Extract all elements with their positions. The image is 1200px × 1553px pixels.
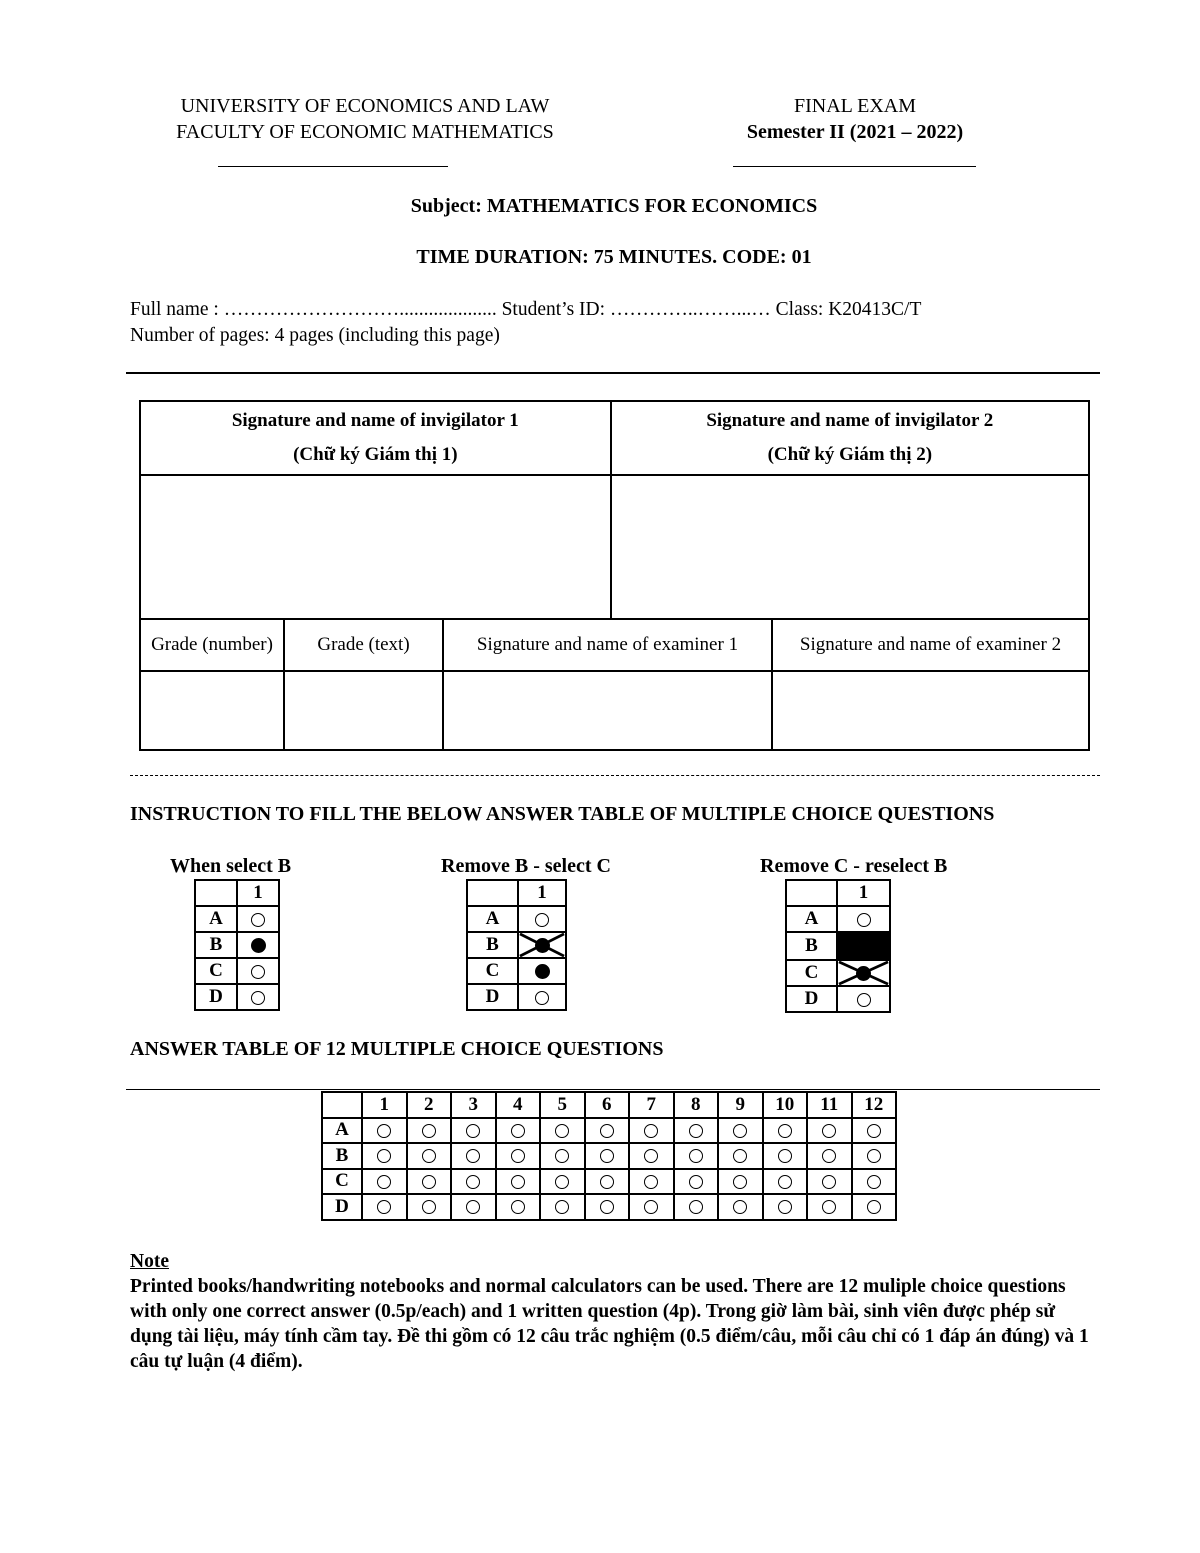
bubble-d[interactable] xyxy=(837,986,890,1012)
grade-text-header: Grade (text) xyxy=(284,619,443,671)
empty-bubble-icon xyxy=(251,965,265,979)
question-number: 4 xyxy=(496,1092,541,1118)
empty-bubble-icon xyxy=(778,1124,792,1138)
answer-bubble[interactable] xyxy=(629,1194,674,1220)
answer-bubble[interactable] xyxy=(629,1143,674,1169)
empty-bubble-icon xyxy=(600,1175,614,1189)
example2-title: Remove B - select C xyxy=(441,855,611,877)
col-label: 1 xyxy=(518,880,566,906)
empty-bubble-icon xyxy=(822,1124,836,1138)
answer-bubble[interactable] xyxy=(451,1118,496,1144)
university-name: UNIVERSITY OF ECONOMICS AND LAW xyxy=(180,95,550,117)
student-info-line: Full name : ……………………….................... Student’s ID: …………..……...… Class: K20413C/T xyxy=(130,299,922,320)
empty-bubble-icon xyxy=(600,1200,614,1214)
row-label: D xyxy=(467,984,518,1010)
answer-bubble[interactable] xyxy=(763,1169,808,1195)
bubble-a[interactable] xyxy=(518,906,566,932)
answer-bubble[interactable] xyxy=(407,1169,452,1195)
answer-bubble[interactable] xyxy=(451,1143,496,1169)
question-number: 8 xyxy=(674,1092,719,1118)
empty-bubble-icon xyxy=(857,913,871,927)
empty-bubble-icon xyxy=(867,1149,881,1163)
empty-bubble-icon xyxy=(689,1175,703,1189)
row-label: A xyxy=(786,906,837,932)
semester: Semester II (2021 – 2022) xyxy=(746,121,964,143)
subject: Subject: MATHEMATICS FOR ECONOMICS xyxy=(410,195,818,217)
signature-grade-table xyxy=(139,400,1090,751)
examiner1-header: Signature and name of examiner 1 xyxy=(443,619,772,671)
answer-bubble[interactable] xyxy=(852,1169,897,1195)
bubble-c[interactable] xyxy=(237,958,279,984)
empty-bubble-icon xyxy=(733,1124,747,1138)
answer-bubble[interactable] xyxy=(807,1169,852,1195)
answer-bubble[interactable] xyxy=(451,1194,496,1220)
invigilator2-label-vn: (Chữ ký Giám thị 2) xyxy=(767,444,933,465)
bubble-b[interactable] xyxy=(837,932,890,960)
question-number: 10 xyxy=(763,1092,808,1118)
empty-bubble-icon xyxy=(689,1149,703,1163)
empty-bubble-icon xyxy=(778,1175,792,1189)
answer-bubble[interactable] xyxy=(763,1143,808,1169)
answer-bubble[interactable] xyxy=(807,1194,852,1220)
answer-bubble[interactable] xyxy=(496,1169,541,1195)
empty-bubble-icon xyxy=(511,1149,525,1163)
empty-bubble-icon xyxy=(377,1124,391,1138)
answer-bubble[interactable] xyxy=(362,1143,407,1169)
choice-label: A xyxy=(322,1118,362,1144)
empty-bubble-icon xyxy=(778,1149,792,1163)
empty-bubble-icon xyxy=(422,1200,436,1214)
student-info xyxy=(130,297,921,349)
note-section xyxy=(130,1249,1100,1374)
grade-text-box[interactable] xyxy=(284,671,443,750)
answer-bubble[interactable] xyxy=(674,1194,719,1220)
invigilator1-header xyxy=(140,401,611,475)
instruction-title: INSTRUCTION TO FILL THE BELOW ANSWER TABLE OF MULTIPLE CHOICE QUESTIONS xyxy=(130,803,995,825)
empty-bubble-icon xyxy=(733,1149,747,1163)
empty-bubble-icon xyxy=(555,1175,569,1189)
empty-bubble-icon xyxy=(822,1200,836,1214)
empty-bubble-icon xyxy=(422,1175,436,1189)
empty-bubble-icon xyxy=(251,913,265,927)
grade-number-header: Grade (number) xyxy=(140,619,284,671)
question-number: 11 xyxy=(807,1092,852,1118)
example2-table xyxy=(466,879,567,1011)
invigilator1-label-vn: (Chữ ký Giám thị 1) xyxy=(293,444,458,465)
example1-table xyxy=(194,879,280,1011)
answer-bubble[interactable] xyxy=(362,1118,407,1144)
empty-bubble-icon xyxy=(822,1149,836,1163)
empty-bubble-icon xyxy=(555,1149,569,1163)
bubble-d[interactable] xyxy=(237,984,279,1010)
header-underline-right xyxy=(733,166,976,167)
empty-bubble-icon xyxy=(535,991,549,1005)
empty-bubble-icon xyxy=(600,1124,614,1138)
row-label: A xyxy=(195,906,237,932)
row-label: D xyxy=(786,986,837,1012)
empty-bubble-icon xyxy=(422,1149,436,1163)
row-label: B xyxy=(195,932,237,958)
cross-out-icon xyxy=(519,933,565,957)
answer-bubble[interactable] xyxy=(451,1169,496,1195)
answer-bubble[interactable] xyxy=(763,1118,808,1144)
answer-row xyxy=(322,1194,896,1220)
note-heading: Note xyxy=(130,1251,169,1272)
example3-title: Remove C - reselect B xyxy=(760,855,948,877)
empty-bubble-icon xyxy=(778,1200,792,1214)
answer-bubble[interactable] xyxy=(763,1194,808,1220)
empty-bubble-icon xyxy=(511,1124,525,1138)
col-label: 1 xyxy=(837,880,890,906)
empty-bubble-icon xyxy=(644,1175,658,1189)
bubble-c[interactable] xyxy=(837,960,890,986)
empty-bubble-icon xyxy=(857,993,871,1007)
answer-divider xyxy=(126,1089,1100,1090)
answer-bubble[interactable] xyxy=(629,1169,674,1195)
answer-bubble[interactable] xyxy=(585,1169,630,1195)
answer-bubble[interactable] xyxy=(407,1143,452,1169)
invigilator2-header xyxy=(611,401,1089,475)
row-label: D xyxy=(195,984,237,1010)
filled-box-icon xyxy=(838,933,889,959)
bubble-d[interactable] xyxy=(518,984,566,1010)
row-label: B xyxy=(786,932,837,960)
answer-bubble[interactable] xyxy=(718,1143,763,1169)
empty-bubble-icon xyxy=(511,1175,525,1189)
bubble-a[interactable] xyxy=(237,906,279,932)
invigilator2-label: Signature and name of invigilator 2 xyxy=(706,410,994,431)
question-number: 2 xyxy=(407,1092,452,1118)
answer-bubble[interactable] xyxy=(496,1118,541,1144)
answer-bubble[interactable] xyxy=(496,1194,541,1220)
answer-row xyxy=(322,1169,896,1195)
invigilator2-signature-box[interactable] xyxy=(611,475,1089,619)
answer-bubble[interactable] xyxy=(362,1169,407,1195)
choice-label: D xyxy=(322,1194,362,1220)
answer-bubble[interactable] xyxy=(540,1143,585,1169)
empty-bubble-icon xyxy=(733,1200,747,1214)
answer-bubble[interactable] xyxy=(852,1194,897,1220)
question-number: 5 xyxy=(540,1092,585,1118)
examiner2-signature-box[interactable] xyxy=(772,671,1089,750)
empty-bubble-icon xyxy=(867,1175,881,1189)
answer-bubble[interactable] xyxy=(407,1118,452,1144)
answer-bubble[interactable] xyxy=(718,1194,763,1220)
example1-title: When select B xyxy=(170,855,292,877)
answer-bubble[interactable] xyxy=(629,1118,674,1144)
empty-bubble-icon xyxy=(466,1200,480,1214)
question-number: 1 xyxy=(362,1092,407,1118)
cut-line xyxy=(130,775,1100,776)
empty-bubble-icon xyxy=(466,1175,480,1189)
bubble-a[interactable] xyxy=(837,906,890,932)
invigilator1-signature-box[interactable] xyxy=(140,475,611,619)
answer-bubble[interactable] xyxy=(852,1118,897,1144)
empty-bubble-icon xyxy=(555,1200,569,1214)
exam-header xyxy=(700,93,1010,145)
answer-bubble[interactable] xyxy=(807,1118,852,1144)
institution-header xyxy=(120,93,610,145)
note-body: Printed books/handwriting notebooks and normal calculators can be used. There are 12 muliple choice questions with only one correct answer (0.5p/each) and 1 written question (4p). Trong giờ làm bài, sinh viên được phép sử dụng tài liệu, máy tính cầm tay. Đề thi gồm có 12 câu trắc nghiệm (0.5 điểm/câu, mỗi câu chỉ có 1 đáp án đúng) và 1 câu tự luận (4 điểm). xyxy=(130,1276,1089,1372)
empty-bubble-icon xyxy=(867,1124,881,1138)
row-label: C xyxy=(467,958,518,984)
bubble-b[interactable] xyxy=(518,932,566,958)
examiner2-header: Signature and name of examiner 2 xyxy=(772,619,1089,671)
empty-bubble-icon xyxy=(466,1149,480,1163)
empty-bubble-icon xyxy=(377,1149,391,1163)
examiner1-signature-box[interactable] xyxy=(443,671,772,750)
duration: TIME DURATION: 75 MINUTES. CODE: 01 xyxy=(416,246,812,268)
empty-bubble-icon xyxy=(644,1200,658,1214)
empty-bubble-icon xyxy=(251,991,265,1005)
answer-row xyxy=(322,1143,896,1169)
col-label: 1 xyxy=(237,880,279,906)
grade-number-box[interactable] xyxy=(140,671,284,750)
answer-bubble[interactable] xyxy=(674,1118,719,1144)
empty-bubble-icon xyxy=(377,1175,391,1189)
empty-bubble-icon xyxy=(466,1124,480,1138)
row-label: B xyxy=(467,932,518,958)
answer-bubble[interactable] xyxy=(362,1194,407,1220)
empty-bubble-icon xyxy=(555,1124,569,1138)
row-label: C xyxy=(195,958,237,984)
invigilator1-label: Signature and name of invigilator 1 xyxy=(231,410,519,431)
empty-bubble-icon xyxy=(535,913,549,927)
answer-table-title: ANSWER TABLE OF 12 MULTIPLE CHOICE QUESTIONS xyxy=(130,1038,664,1060)
filled-bubble-icon xyxy=(251,938,266,953)
answer-table xyxy=(321,1091,897,1221)
answer-bubble[interactable] xyxy=(407,1194,452,1220)
empty-bubble-icon xyxy=(511,1200,525,1214)
empty-bubble-icon xyxy=(644,1124,658,1138)
answer-bubble[interactable] xyxy=(585,1194,630,1220)
exam-title: FINAL EXAM xyxy=(793,95,917,117)
empty-bubble-icon xyxy=(422,1124,436,1138)
question-number: 9 xyxy=(718,1092,763,1118)
cross-out-icon xyxy=(838,961,889,985)
answer-bubble[interactable] xyxy=(807,1143,852,1169)
answer-bubble[interactable] xyxy=(540,1169,585,1195)
empty-bubble-icon xyxy=(689,1200,703,1214)
answer-bubble[interactable] xyxy=(540,1118,585,1144)
header-underline-left xyxy=(218,166,448,167)
corner-cell xyxy=(322,1092,362,1118)
empty-bubble-icon xyxy=(822,1175,836,1189)
filled-bubble-icon xyxy=(535,964,550,979)
answer-bubble[interactable] xyxy=(540,1194,585,1220)
choice-label: B xyxy=(322,1143,362,1169)
row-label: C xyxy=(786,960,837,986)
empty-bubble-icon xyxy=(377,1200,391,1214)
empty-bubble-icon xyxy=(600,1149,614,1163)
answer-bubble[interactable] xyxy=(496,1143,541,1169)
empty-bubble-icon xyxy=(689,1124,703,1138)
question-number: 6 xyxy=(585,1092,630,1118)
pages-info: Number of pages: 4 pages (including this page) xyxy=(130,325,500,346)
answer-bubble[interactable] xyxy=(674,1169,719,1195)
answer-bubble[interactable] xyxy=(585,1143,630,1169)
question-number: 12 xyxy=(852,1092,897,1118)
empty-bubble-icon xyxy=(733,1175,747,1189)
empty-bubble-icon xyxy=(644,1149,658,1163)
answer-bubble[interactable] xyxy=(674,1143,719,1169)
bubble-c[interactable] xyxy=(518,958,566,984)
answer-bubble[interactable] xyxy=(718,1118,763,1144)
section-divider xyxy=(126,372,1100,374)
example3-table xyxy=(785,879,891,1013)
question-number: 3 xyxy=(451,1092,496,1118)
empty-bubble-icon xyxy=(867,1200,881,1214)
choice-label: C xyxy=(322,1169,362,1195)
bubble-b[interactable] xyxy=(237,932,279,958)
answer-bubble[interactable] xyxy=(852,1143,897,1169)
answer-bubble[interactable] xyxy=(718,1169,763,1195)
row-label: A xyxy=(467,906,518,932)
answer-bubble[interactable] xyxy=(585,1118,630,1144)
faculty-name: FACULTY OF ECONOMIC MATHEMATICS xyxy=(176,121,554,143)
question-number: 7 xyxy=(629,1092,674,1118)
answer-row xyxy=(322,1118,896,1144)
